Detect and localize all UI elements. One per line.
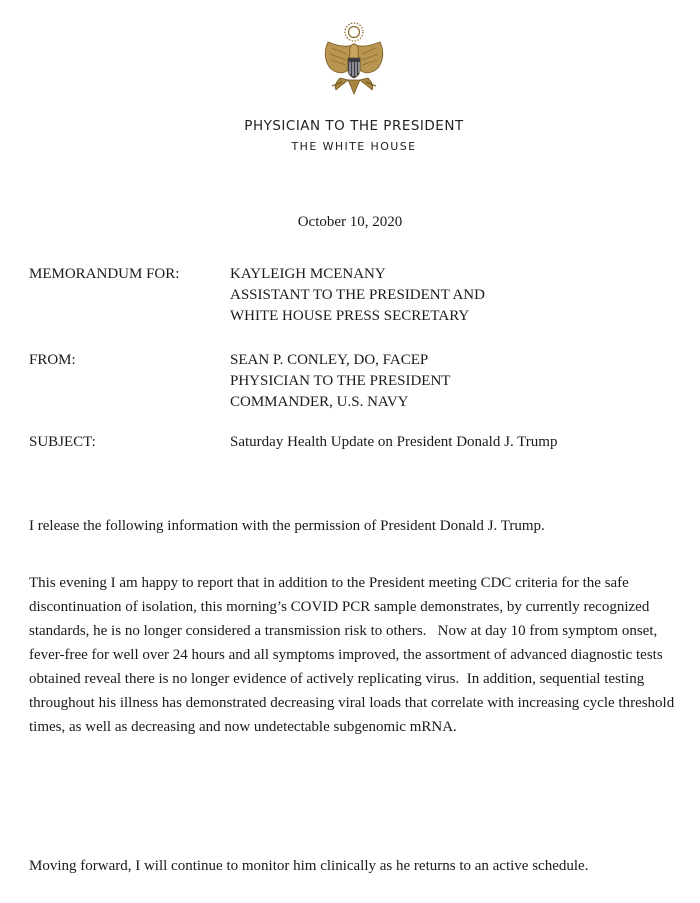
body-paragraph-closing: Moving forward, I will continue to monitor him clinically as he returns to an active schedule. (29, 858, 589, 874)
memo-date: October 10, 2020 (297, 214, 403, 230)
body-paragraph-permission: I release the following information with the permission of President Donald J. Trump. (29, 518, 545, 534)
memo-from-label: FROM: (29, 352, 76, 368)
memo-subject-label: SUBJECT: (29, 434, 96, 450)
sender-line: SEAN P. CONLEY, DO, FACEP (230, 352, 429, 368)
recipient-line: KAYLEIGH MCENANY (230, 266, 386, 282)
sender-line: PHYSICIAN TO THE PRESIDENT (230, 373, 451, 389)
memo-from-sender (230, 350, 450, 413)
letterhead-title: PHYSICIAN TO THE PRESIDENT (244, 118, 464, 134)
recipient-line: ASSISTANT TO THE PRESIDENT AND (230, 287, 485, 303)
memo-for-label: MEMORANDUM FOR: (29, 266, 180, 282)
memo-subject: Saturday Health Update on President Donald J. Trump (230, 434, 558, 450)
recipient-line: WHITE HOUSE PRESS SECRETARY (230, 308, 470, 324)
letterhead-subtitle: THE WHITE HOUSE (291, 140, 417, 153)
memo-for-recipient (230, 264, 485, 327)
body-paragraph-update: This evening I am happy to report that in addition to the President meeting CDC criteria for the safe discontinuation of isolation, this morning’s COVID PCR sample demonstrates, by currently recognized standards, he is no longer considered a transmission risk to others. Now at day 10 from symptom onset, fever-free for well over 24 hours and all symptoms improved, the assortment of advanced diagnostic tests obtained reveal there is no longer evidence of actively replicating virus. In addition, sequential testing throughout his illness has demonstrated decreasing viral loads that correlate with increasing cycle threshold times, as well as decreasing and now undetectable subgenomic mRNA. (29, 575, 675, 735)
eagle-seal-icon (318, 20, 390, 102)
sender-line: COMMANDER, U.S. NAVY (230, 394, 409, 410)
